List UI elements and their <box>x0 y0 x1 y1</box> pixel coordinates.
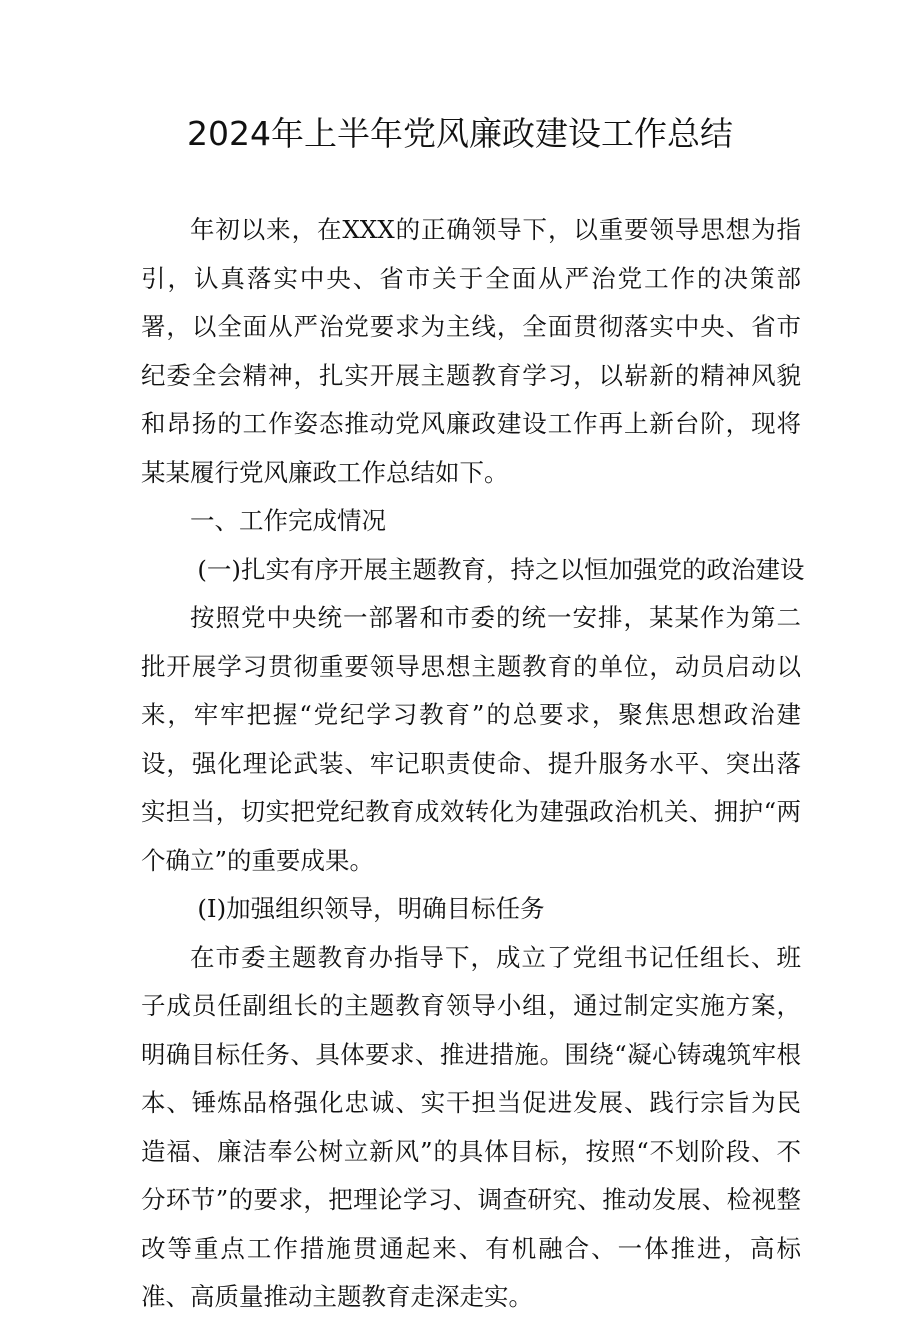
subsection-paragraph: 按照党中央统一部署和市委的统一安排，某某作为第二批开展学习贯彻重要领导思想主题教育的单位，动员启动以来，牢牢把握“党纪学习教育”的总要求，聚焦思想政治建设，强化理论武装、牢记职责使命、提升服务水平、突出落实担当，切实把党纪教育成效转化为建强政治机关、拥护“两个确立”的重要成果。 <box>141 603 801 875</box>
item-heading: (I)加强组织领导，明确目标任务 <box>197 894 545 923</box>
subsection-heading: (一)扎实有序开展主题教育，持之以恒加强党的政治建设 <box>197 554 805 584</box>
intro-paragraph: 年初以来，在XXX的正确领导下，以重要领导思想为指引，认真落实中央、省市关于全面从严治党工作的决策部署，以全面从严治党要求为主线，全面贯彻落实中央、省市纪委全会精神，扎实开展主题教育学习，以崭新的精神风貌和昂扬的工作姿态推动党风廉政建设工作再上新台阶，现将某某履行党风廉政工作总结如下。 <box>141 215 801 487</box>
item-paragraph: 在市委主题教育办指导下，成立了党组书记任组长、班子成员任副组长的主题教育领导小组，通过制定实施方案，明确目标任务、具体要求、推进措施。围绕“凝心铸魂筑牢根本、锤炼品格强化忠诚、实干担当促进发展、践行宗旨为民造福、廉洁奉公树立新风”的具体目标，按照“不划阶段、不分环节”的要求，把理论学习、调查研究、推动发展、检视整改等重点工作措施贯通起来、有机融合、一体推进，高标准、高质量推动主题教育走深走实。 <box>141 942 801 1311</box>
section-heading: 一、工作完成情况 <box>190 506 386 535</box>
document-body <box>141 206 805 1322</box>
document-title: 2024年上半年党风廉政建设工作总结 <box>187 114 733 153</box>
